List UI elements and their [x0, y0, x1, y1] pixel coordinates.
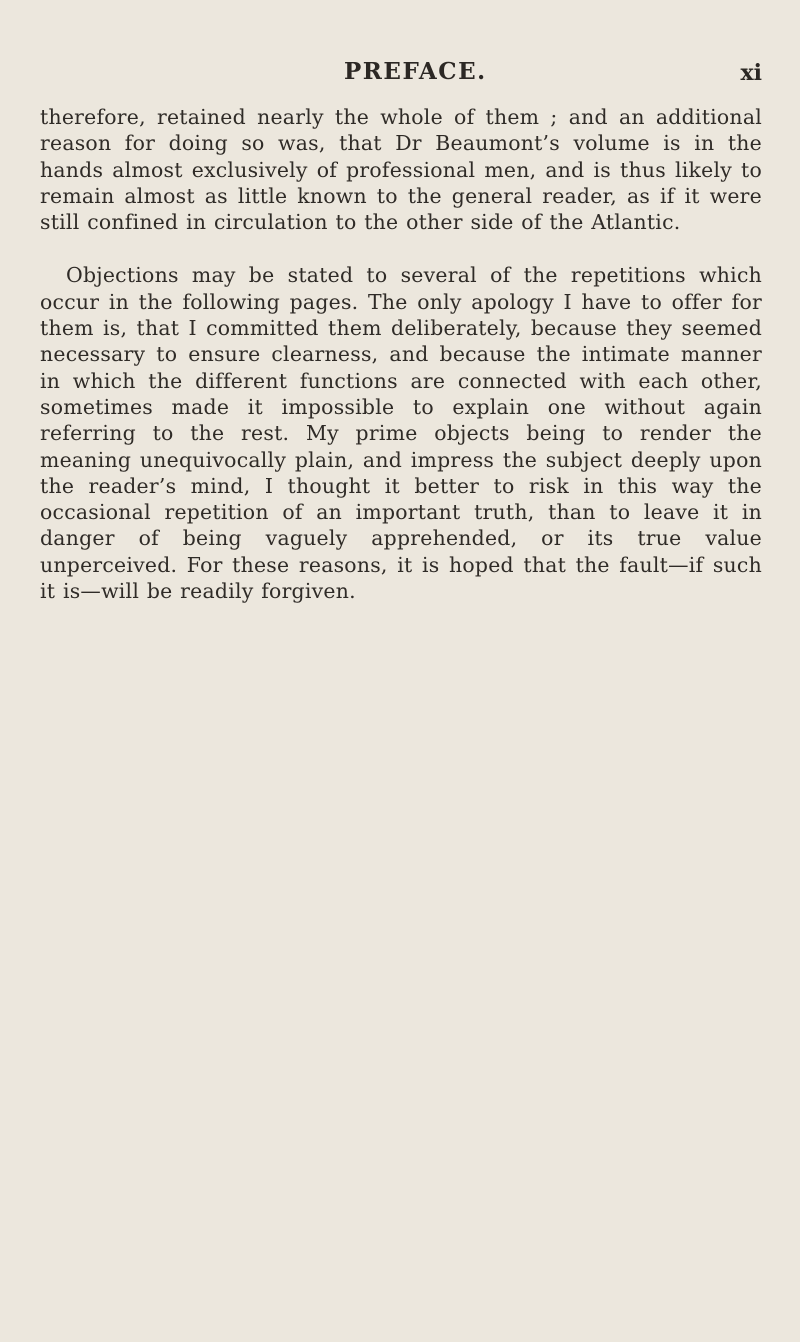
running-head [0, 58, 800, 94]
running-title: PREFACE. [344, 58, 487, 85]
paragraph-objections: Objections may be stated to several of the repetitions which occur in the following pages. The only apology I have to offer for them is, that I committed them deliberately, because they seemed necessary to ensure clearness, and because the intimate manner in which the different functions are connected with each other, sometimes made it impossible to explain one without again referring to the rest. My prime objects being to render the meaning unequivocally plain, and impress the subject deeply upon the reader’s mind, I thought it better to risk in this way the occasional repetition of an important truth, than to leave it in danger of being vaguely apprehended, or its true value unperceived. For these reasons, it is hoped that the fault—if such it is—will be readily forgiven. [40, 263, 762, 604]
body-text [40, 104, 762, 604]
paragraph-continuation: therefore, retained nearly the whole of them ; and an additional reason for doing so was, that Dr Beaumont’s volume is in the hands almost exclusively of professional men, and is thus likely to remain almost as little known to the general reader, as if it were still confined in circulation to the other side of the Atlantic. [40, 105, 762, 235]
page-number: xi [740, 60, 762, 86]
